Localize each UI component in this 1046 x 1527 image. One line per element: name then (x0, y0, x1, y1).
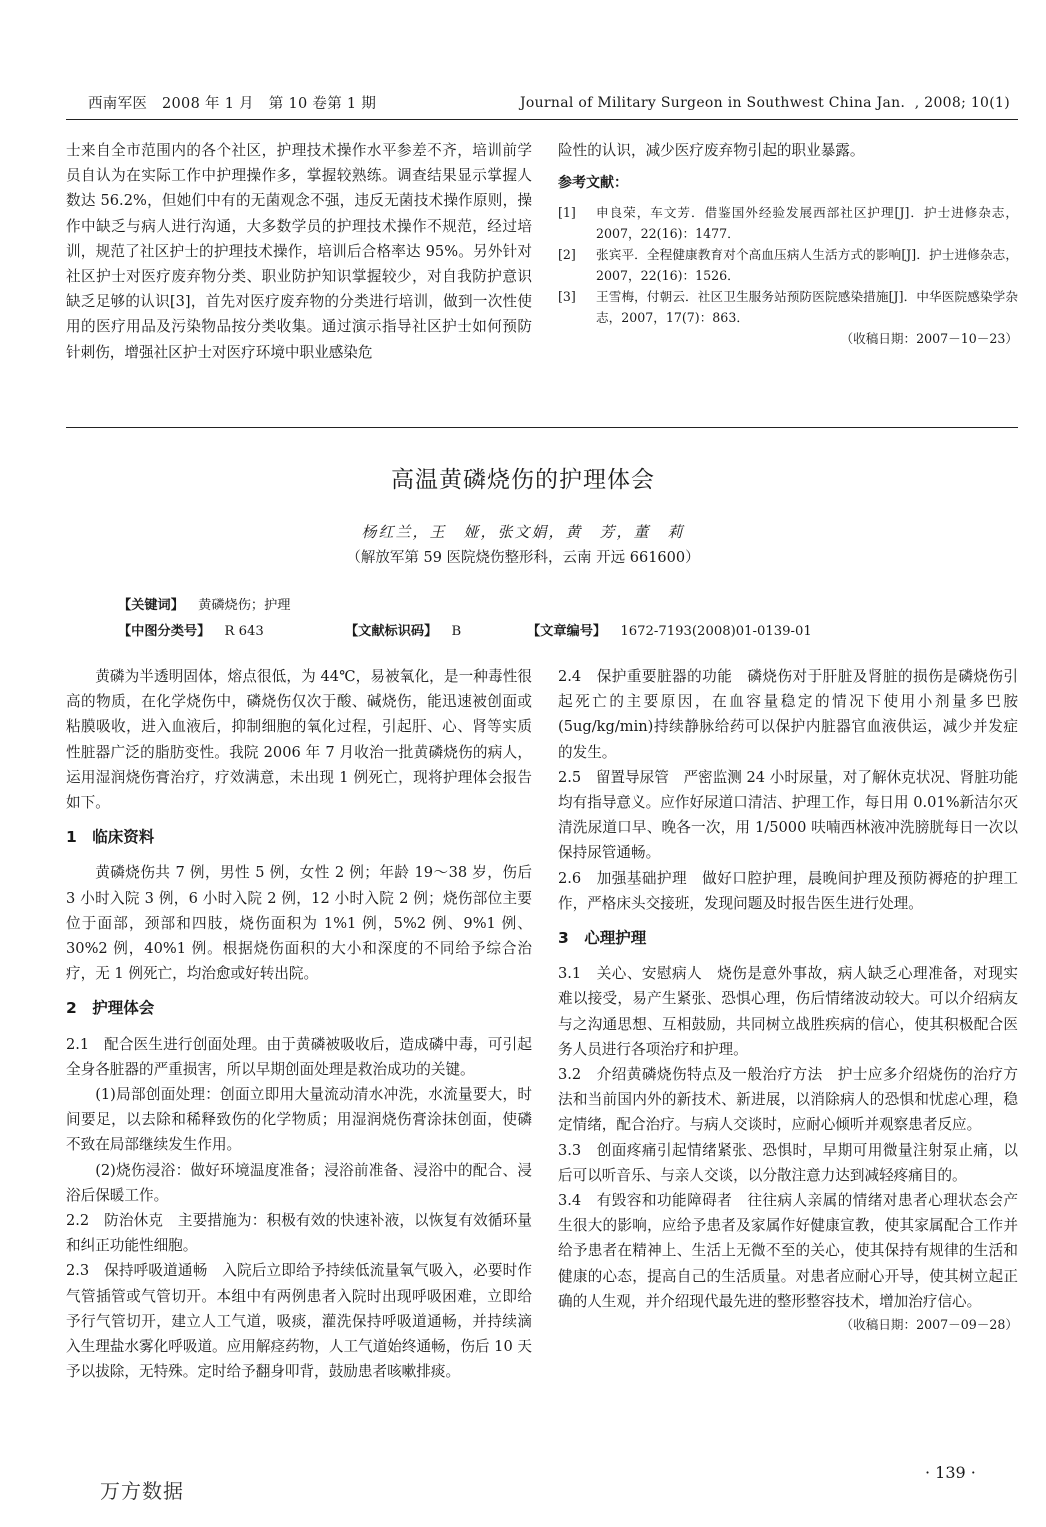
doc-code-label: 【文献标识码】 (345, 624, 438, 639)
article-title: 高温黄磷烧伤的护理体会 (391, 467, 655, 493)
article-separator (66, 427, 1018, 428)
article-number-line (527, 620, 812, 639)
paragraph-2-1-b: (2)烧伤浸浴：做好环境温度准备；浸浴前准备、浸浴中的配合、浸浴后保暖工作。 (66, 1161, 532, 1204)
wanfang-logo: 万方数据 (100, 1479, 184, 1503)
paragraph-2-3: 2.3 保持呼吸道通畅 入院后立即给予持续低流量氧气吸入，必要时作气管插管或气管切开。本组中有两例患者入院时出现呼吸困难，立即给予行气管切开，建立人工气道，吸痰，灌洗保持呼吸道通畅，并持续滴入生理盐水雾化呼吸道。应用解痉药物，人工气道始终通畅，伤后 10 天予以拔除，无特殊。定时给予翻身叩背，鼓励患者咳嗽排痰。 (66, 1262, 532, 1381)
keywords-label: 【关键词】 (118, 598, 184, 613)
prev-article-text-end: 险性的认识，减少医疗废弃物引起的职业暴露。 (558, 142, 865, 159)
received-date: （收稿日期：2007－09－28） (840, 1317, 1018, 1333)
clc-value: R 643 (224, 624, 264, 639)
prev-article-left-column (66, 138, 532, 365)
reference-text: 张宾平．全程健康教育对个高血压病人生活方式的影响[J]．护士进修杂志，2007，22(16)：1526． (596, 247, 1018, 284)
reference-number: [1] (558, 205, 576, 221)
article-affiliation: （解放军第 59 医院烧伤整形科，云南 开远 661600） (346, 550, 700, 566)
keywords: 黄磷烧伤；护理 (198, 598, 291, 613)
journal-header-left: 西南军医 2008 年 1 月 第 10 卷第 1 期 (88, 96, 377, 112)
reference-number: [3] (558, 289, 576, 305)
journal-header-right: Journal of Military Surgeon in Southwest China Jan．, 2008; 10(1) (519, 95, 1010, 111)
paragraph-2-2: 2.2 防治休克 主要措施为：积极有效的快速补液，以恢复有效循环量和纠正功能性细胞。 (66, 1212, 532, 1255)
paragraph-3-4: 3.4 有毁容和功能障碍者 往往病人亲属的情绪对患者心理状态会产生很大的影响，应给予患者及家属作好健康宣教，使其家属配合工作并给予患者在精神上、生活上无微不至的关心，使其保持有规律的生活和健康的心态，提高自己的生活质量。对患者应耐心开导，使其树立起正确的人生观，并介绍现代最先进的整形整容技术，增加治疗信心。 (558, 1192, 1018, 1310)
paragraph-2-5: 2.5 留置导尿管 严密监测 24 小时尿量，对了解休克状况、肾脏功能均有指导意义。应作好尿道口清洁、护理工作，每日用 0.01%新洁尔灭清洗尿道口早、晚各一次，用 1/5000 呋喃西林液冲洗膀胱每日一次以保持尿管通畅。 (558, 768, 1018, 862)
reference-item (558, 244, 1018, 286)
article-right-column (558, 664, 1018, 1336)
article-authors: 杨红兰，王 娅，张文娟，黄 芳，董 莉 (361, 523, 685, 541)
keywords-line (118, 594, 290, 613)
section-1-paragraph: 黄磷烧伤共 7 例，男性 5 例，女性 2 例；年龄 19～38 岁，伤后 3 小时入院 3 例，6 小时入院 2 例，12 小时入院 2 例；烧伤部位主要位于面部，颈部和四肢，烧伤面积为 1%1 例，5%2 例、9%1 例、30%2 例，40%1 例。根据烧伤面积的大小和深度的不同给予综合治疗，无 1 例死亡，均治愈或好转出院。 (66, 864, 532, 983)
article-left-column (66, 664, 532, 1384)
section-2-heading: 2 护理体会 (66, 999, 155, 1018)
reference-item (558, 202, 1018, 244)
paragraph-2-6: 2.6 加强基础护理 做好口腔护理，晨晚间护理及预防褥疮的护理工作，严格床头交接班，发现问题及时报告医生进行处理。 (558, 869, 1018, 912)
doc-code-line (345, 620, 461, 639)
article-number-value: 1672-7193(2008)01-0139-01 (620, 624, 812, 639)
doc-code-value: B (451, 624, 462, 639)
received-date: （收稿日期：2007－10－23） (840, 331, 1018, 347)
paragraph-2-4: 2.4 保护重要脏器的功能 磷烧伤对于肝脏及肾脏的损伤是磷烧伤引起死亡的主要原因，在血容量稳定的情况下使用小剂量多巴胺(5ug/kg/min)持续静脉给药可以保护内脏器官血液供运，减少并发症的发生。 (558, 668, 1018, 761)
classification-line (118, 620, 264, 639)
paragraph-3-3: 3.3 创面疼痛引起情绪紧张、恐惧时，早期可用微量注射泵止痛，以后可以听音乐、与亲人交谈，以分散注意力达到减轻疼痛目的。 (558, 1141, 1018, 1184)
paragraph-3-1: 3.1 关心、安慰病人 烧伤是意外事故，病人缺乏心理准备，对现实难以接受，易产生紧张、恐惧心理，伤后情绪波动较大。可以介绍病友与之沟通思想、互相鼓励，共同树立战胜疾病的信心，使其积极配合医务人员进行各项治疗和护理。 (558, 965, 1018, 1058)
prev-article-right-column (558, 138, 1018, 350)
paragraph-2-1: 2.1 配合医生进行创面处理。由于黄磷被吸收后，造成磷中毒，可引起全身各脏器的严重损害，所以早期创面处理是救治成功的关键。 (66, 1035, 532, 1078)
prev-article-text: 士来自全市范围内的各个社区，护理技术操作水平参差不齐，培训前学员自认为在实际工作中护理操作多，掌握较熟练。调查结果显示掌握人数达 56.2%，但她们中有的无菌观念不强，违反无菌技术操作原则，操作中缺乏与病人进行沟通，大多数学员的护理技术操作不规范，经过培训，规范了社区护士的护理技术操作，培训后合格率达 95%。另外针对社区护士对医疗废弃物分类、职业防护知识掌握较少，对自我防护意识缺乏足够的认识[3]，首先对医疗废弃物的分类进行培训，做到一次性使用的医疗用品及污染物品按分类收集。通过演示指导社区护士如何预防针刺伤，增强社区护士对医疗环境中职业感染危 (66, 142, 532, 361)
section-3-heading: 3 心理护理 (558, 929, 647, 948)
paragraph-3-2: 3.2 介绍黄磷烧伤特点及一般治疗方法 护士应多介绍烧伤的治疗方法和当前国内外的新技术、新进展，以消除病人的恐惧和忧虑心理，稳定情绪，配合治疗。与病人交谈时，应耐心倾听并观察患者反应。 (558, 1066, 1018, 1134)
header-rule (66, 119, 1018, 120)
reference-text: 申良荣，车文芳．借鉴国外经验发展西部社区护理[J]．护士进修杂志，2007，22(16)：1477． (596, 205, 1018, 242)
reference-text: 王雪梅，付朝云．社区卫生服务站预防医院感染措施[J]．中华医院感染学杂志，2007，17(7)：863． (596, 289, 1018, 326)
section-1-heading: 1 临床资料 (66, 828, 155, 847)
references-heading: 参考文献： (558, 175, 628, 192)
clc-label: 【中图分类号】 (118, 624, 211, 639)
article-number-label: 【文章编号】 (527, 624, 607, 639)
reference-number: [2] (558, 247, 576, 263)
page-number: · 139 · (925, 1463, 976, 1482)
paragraph-2-1-a: (1)局部创面处理：创面立即用大量流动清水冲洗，水流量要大，时间要足，以去除和稀释致伤的化学物质；用湿润烧伤膏涂抹创面，使磷不致在局部继续发生作用。 (66, 1086, 532, 1154)
intro-paragraph: 黄磷为半透明固体，熔点很低，为 44℃，易被氧化，是一种毒性很高的物质，在化学烧伤中，磷烧伤仅次于酸、碱烧伤，能迅速被创面或粘膜吸收，进入血液后，抑制细胞的氧化过程，引起肝、心、肾等实质性脏器广泛的脂肪变性。我院 2006 年 7 月收治一批黄磷烧伤的病人，运用湿润烧伤膏治疗，疗效满意，未出现 1 例死亡，现将护理体会报告如下。 (66, 668, 532, 812)
reference-item (558, 286, 1018, 328)
